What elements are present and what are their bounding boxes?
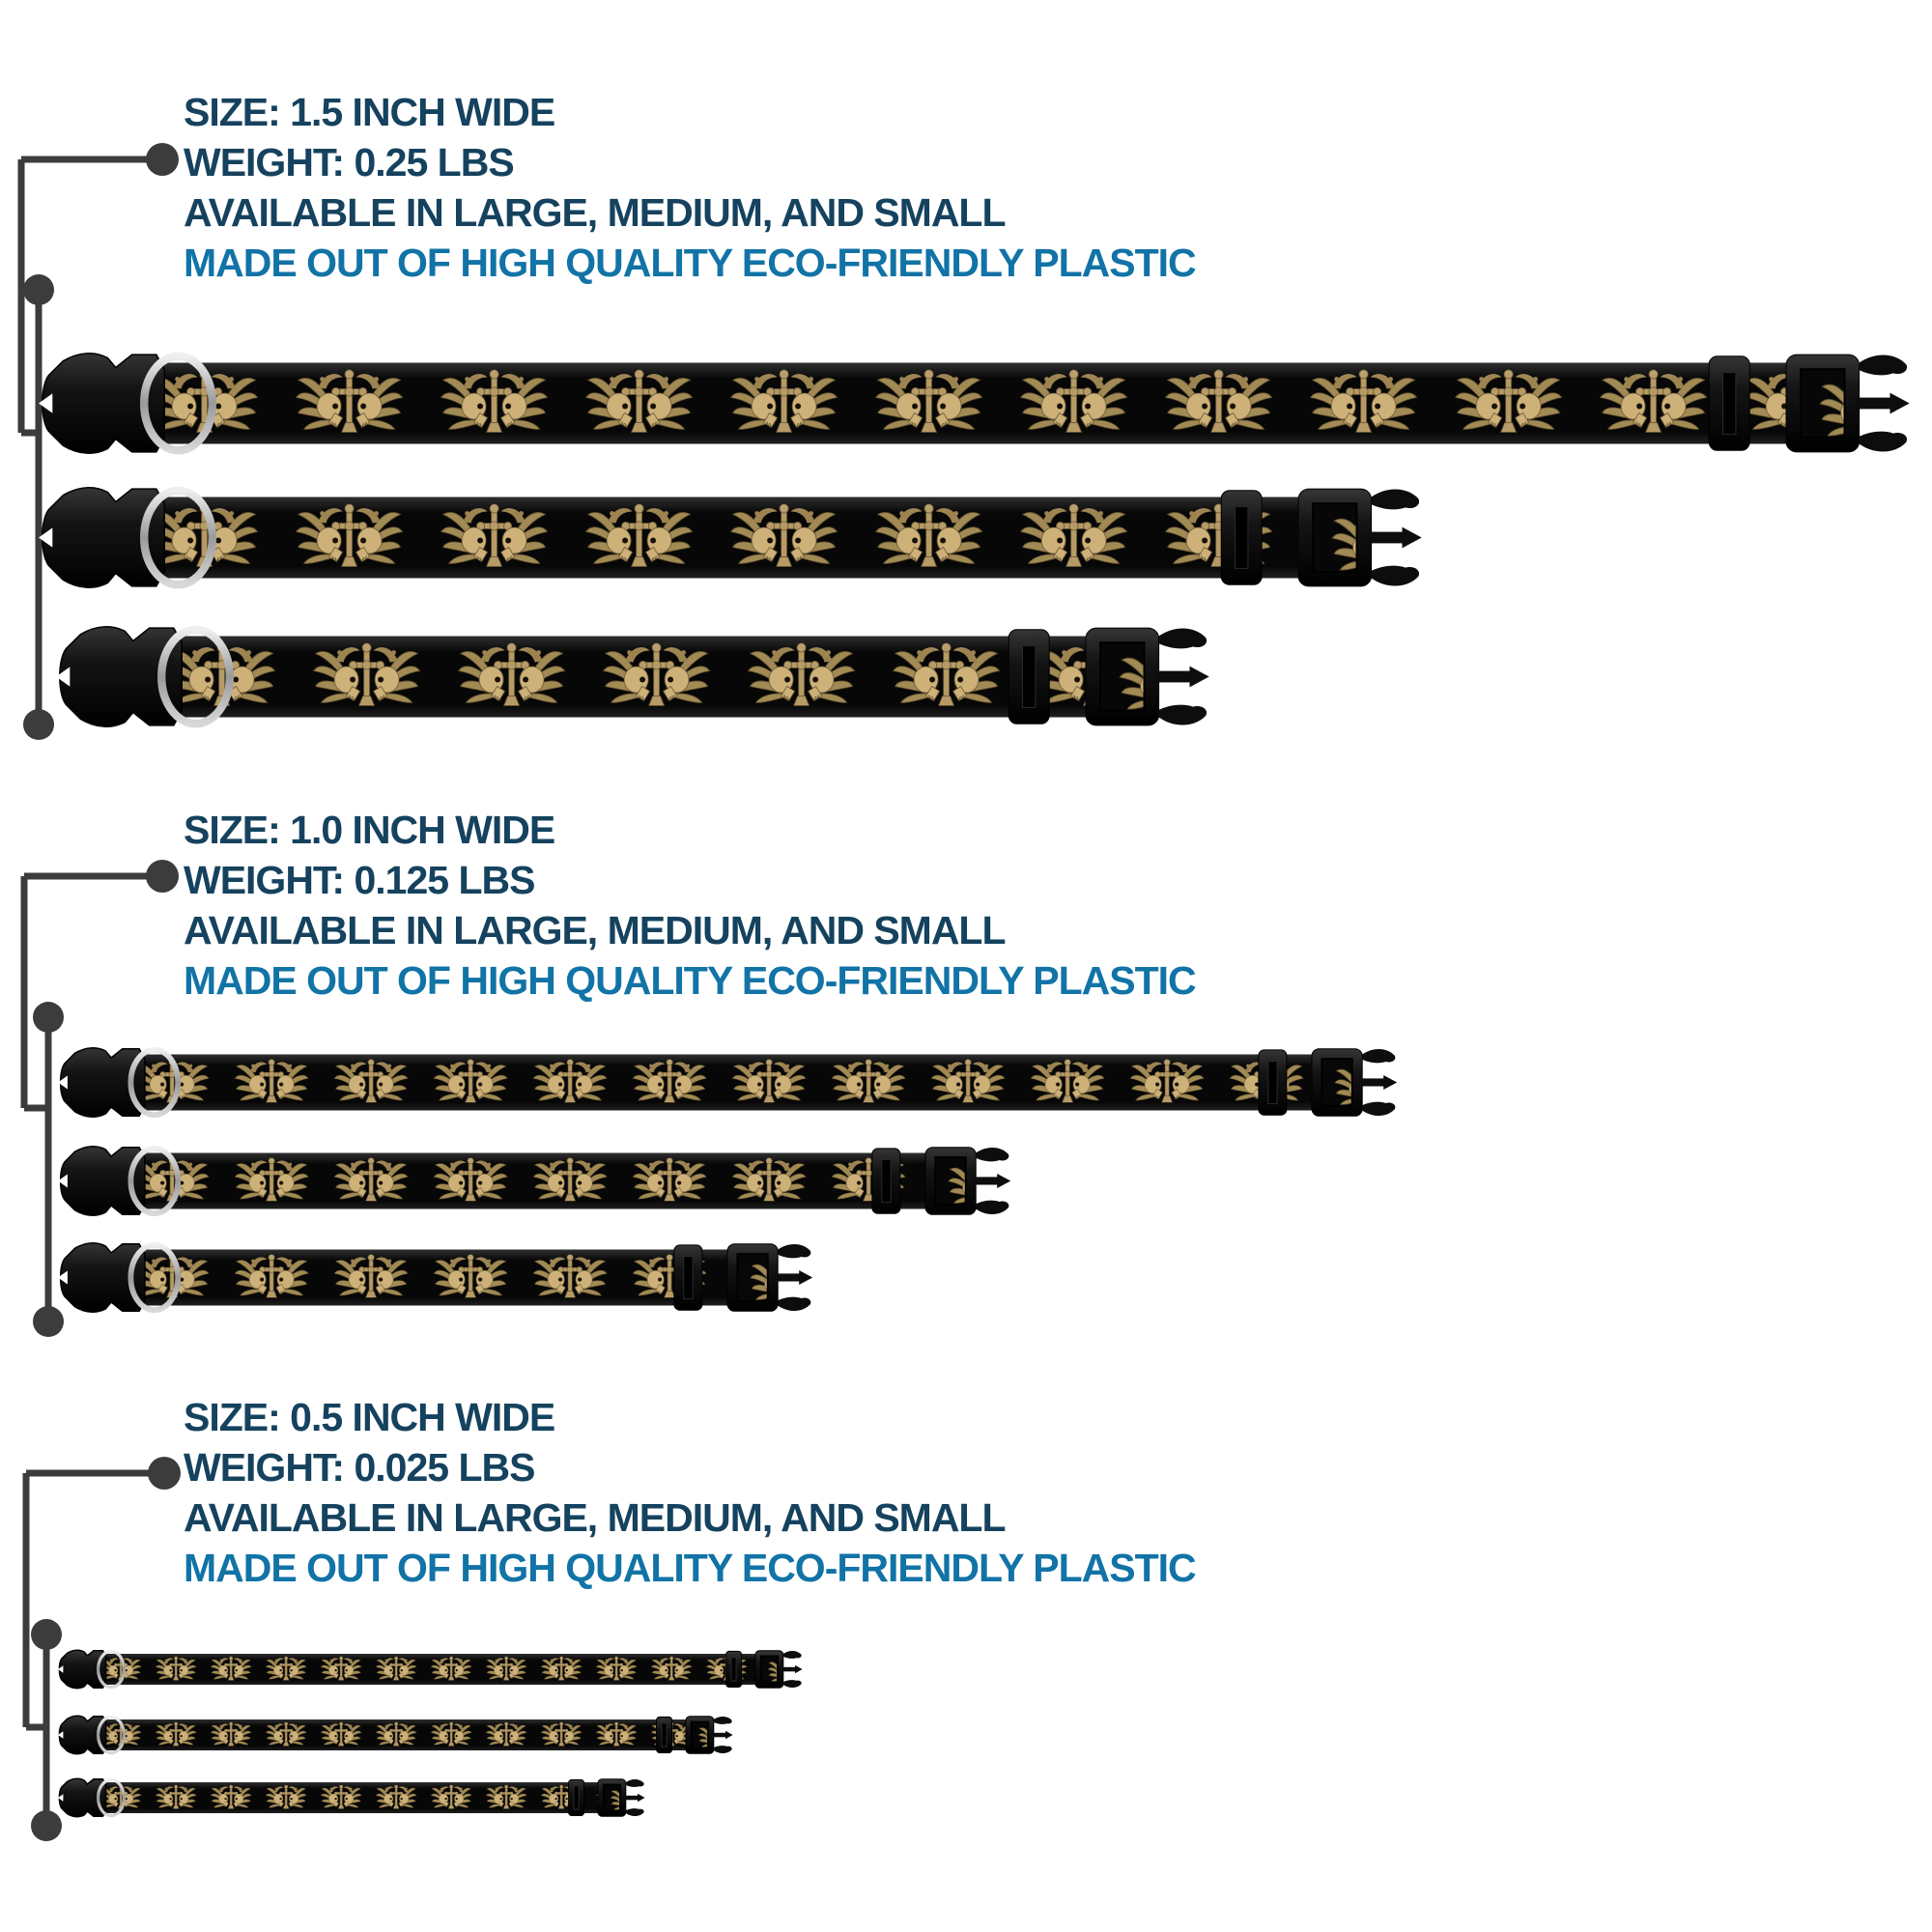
spec-size-line: SIZE: 1.5 INCH WIDE xyxy=(184,90,555,134)
clasp-prongs xyxy=(1855,355,1909,451)
tri-glide-slider xyxy=(1009,630,1049,724)
callout-dot xyxy=(23,709,54,740)
clasp-prongs xyxy=(973,1148,1010,1214)
clasp-housing xyxy=(925,1148,976,1215)
tri-glide-slider xyxy=(872,1149,900,1213)
spec-weight-line: WEIGHT: 0.025 LBS xyxy=(184,1445,535,1490)
tri-glide-slider xyxy=(1221,491,1262,584)
dog-collar-medium xyxy=(58,1709,738,1761)
tri-glide-slider xyxy=(726,1651,742,1687)
dog-collar-large xyxy=(58,1035,1402,1130)
dog-collar-medium xyxy=(58,1133,1015,1229)
callout-dot xyxy=(23,274,54,305)
clasp-prongs xyxy=(1367,489,1421,585)
tri-glide-slider xyxy=(674,1245,702,1310)
collar-strap xyxy=(94,1782,603,1813)
clasp-prongs xyxy=(1154,628,1208,724)
collar-strap xyxy=(123,1055,1321,1111)
spec-material-line: MADE OUT OF HIGH QUALITY ECO-FRIENDLY PLASTIC xyxy=(184,1546,1196,1590)
spec-size-line: SIZE: 0.5 INCH WIDE xyxy=(184,1395,555,1439)
collar-strap xyxy=(123,1153,934,1209)
tri-glide-slider xyxy=(1709,356,1749,450)
clasp-housing xyxy=(1312,1049,1362,1117)
clasp-housing xyxy=(598,1779,626,1816)
dog-collar-small xyxy=(56,608,1213,746)
clasp-prongs xyxy=(1359,1049,1397,1116)
clasp-housing xyxy=(686,1717,714,1753)
spec-weight-line: WEIGHT: 0.125 LBS xyxy=(184,858,535,902)
clasp-housing xyxy=(1786,355,1860,452)
tri-glide-slider xyxy=(1259,1050,1287,1115)
collar-strap xyxy=(150,637,1098,718)
clasp-housing xyxy=(755,1651,783,1688)
dog-collar-small xyxy=(58,1230,817,1325)
spec-available-line: AVAILABLE IN LARGE, MEDIUM, AND SMALL xyxy=(184,908,1006,952)
spec-weight-line: WEIGHT: 0.25 LBS xyxy=(184,140,514,185)
spec-available-line: AVAILABLE IN LARGE, MEDIUM, AND SMALL xyxy=(184,190,1006,235)
collar-strap xyxy=(132,363,1799,444)
clasp-prongs xyxy=(775,1244,812,1311)
callout-dot xyxy=(146,143,179,176)
clasp-prongs xyxy=(624,1779,644,1816)
collar-strap xyxy=(123,1250,736,1306)
tri-glide-slider xyxy=(569,1779,584,1815)
tri-glide-slider xyxy=(657,1717,672,1752)
clasp-housing xyxy=(1298,489,1372,586)
callout-dot xyxy=(33,1002,64,1033)
dog-collar-medium xyxy=(39,469,1426,607)
clasp-housing xyxy=(1086,628,1159,725)
clasp-prongs xyxy=(781,1651,802,1688)
callout-dot xyxy=(146,860,179,893)
collar-strap xyxy=(94,1719,691,1750)
clasp-prongs xyxy=(712,1717,732,1753)
dog-collar-small xyxy=(58,1772,650,1824)
callout-dot xyxy=(148,1457,181,1490)
dog-collar-large xyxy=(58,1643,808,1695)
spec-material-line: MADE OUT OF HIGH QUALITY ECO-FRIENDLY PLASTIC xyxy=(184,241,1196,285)
spec-material-line: MADE OUT OF HIGH QUALITY ECO-FRIENDLY PLASTIC xyxy=(184,958,1196,1003)
collar-strap xyxy=(132,497,1311,579)
dog-collar-large xyxy=(39,334,1914,472)
collar-strap xyxy=(94,1654,760,1685)
spec-size-line: SIZE: 1.0 INCH WIDE xyxy=(184,808,555,852)
clasp-housing xyxy=(727,1244,778,1312)
spec-available-line: AVAILABLE IN LARGE, MEDIUM, AND SMALL xyxy=(184,1495,1006,1540)
